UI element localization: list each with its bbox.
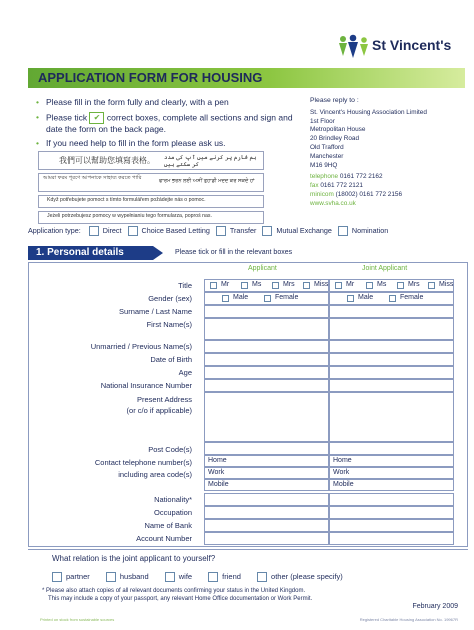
row-label: Nationality* [154,495,192,504]
row-label: (or c/o if applicable) [126,406,192,415]
applicant-mobile-phone-label: Mobile [208,481,229,488]
row-label: Contact telephone number(s) [94,458,192,467]
row-label: including area code(s) [118,470,192,479]
applicant-bank-input[interactable] [204,519,329,532]
row-label: National Insurance Number [100,381,192,390]
fax-label: fax [310,182,319,190]
other-label: other (please specify) [271,572,343,581]
applicant-nationality-input[interactable] [204,493,329,506]
joint-title-miss-label: Miss [439,281,454,288]
telephone-number: 0161 772 2162 [339,173,383,181]
people-logo-icon [338,34,372,62]
applicant-title-miss-label: Miss [314,281,329,288]
website-link[interactable]: www.svha.co.uk [310,199,356,207]
applicant-title-miss-checkbox[interactable] [303,282,310,289]
instruction-2-pre: Please tick [46,111,88,122]
applicant-column-header: Applicant [248,265,277,272]
joint-title-ms-checkbox[interactable] [366,282,373,289]
joint-gender-male-label: Male [358,294,374,301]
partner-label: partner [66,572,90,581]
joint-work-phone-label: Work [333,469,350,476]
personal-details-header [28,246,468,260]
application-type-row [28,226,468,240]
address-line: Metropolitan House [310,126,366,134]
joint-title-mrs-checkbox[interactable] [397,282,404,289]
applicant-title-ms-label: Ms [252,281,262,288]
joint-age-input[interactable] [329,366,454,379]
joint-occupation-input[interactable] [329,506,454,519]
wife-label: wife [178,572,193,581]
applicant-address-input[interactable] [204,392,329,442]
direct-label: Direct [102,226,122,235]
applicant-occupation-input[interactable] [204,506,329,519]
joint-mobile-phone-label: Mobile [333,481,354,488]
language-polish: Jeżeli potrzebujesz pomocy w wypełnianiu tego formularza, poproś nas. [47,213,212,219]
address-line: M16 9HQ [310,161,338,169]
relation-question: What relation is the joint applicant to yourself? [52,554,216,563]
application-type-label: Application type: [28,226,81,235]
tick-example-icon: ✔ [89,112,104,124]
fax-line [310,182,470,191]
telephone-line [310,173,470,182]
logo [338,30,468,70]
row-label: Surname / Last Name [119,307,192,316]
applicant-title-mr-checkbox[interactable] [210,282,217,289]
joint-unmarried-input[interactable] [329,340,454,353]
address-line: St. Vincent's Housing Association Limited [310,108,427,116]
transfer-checkbox[interactable] [216,226,226,236]
row-label: Date of Birth [150,355,192,364]
joint-first-input[interactable] [329,318,454,340]
joint-gender-female-label: Female [400,294,424,301]
joint-nationality-input[interactable] [329,493,454,506]
joint-title-mr-label: Mr [346,281,355,288]
instruction-3: • If you need help to fill in the form please ask us. [36,138,298,150]
form-date: February 2009 [412,603,458,610]
reply-heading: Please reply to : [310,97,359,104]
applicant-unmarried-input[interactable] [204,340,329,353]
instruction-2 [36,112,298,136]
husband-label: husband [119,572,149,581]
direct-checkbox[interactable] [89,226,99,236]
footnote-1: * Please also attach copies of all relevant documents confirming your status in the United Kingdom. [42,588,306,594]
language-box-2 [38,173,264,192]
address-line: Old Trafford [310,143,344,151]
section-note: Please tick or fill in the relevant boxes [175,249,293,256]
applicant-surname-input[interactable] [204,305,329,318]
minicom-number: (18002) 0161 772 2156 [335,190,403,198]
intro-instructions [36,97,298,153]
applicant-gender-female-label: Female [275,294,299,301]
section-title: 1. Personal details [28,246,153,260]
language-chinese: 我們可以幫助您填寫表格。 [59,156,155,165]
joint-bank-input[interactable] [329,519,454,532]
footnote-2: This may include a copy of your passport, any relevant Home Office documentation or Work Permit. [48,595,313,602]
row-label: Title [178,281,192,290]
joint-applicant-column-header: Joint Applicant [362,265,408,272]
applicant-title-mrs-label: Mrs [283,281,295,288]
instruction-1: • Please fill in the form fully and clearly, with a pen [36,97,298,109]
friend-label: friend [222,572,241,581]
wife-checkbox[interactable] [165,572,175,582]
applicant-gender-male-checkbox[interactable] [222,295,229,302]
row-label: Gender (sex) [148,294,192,303]
applicant-dob-input[interactable] [204,353,329,366]
fax-number: 0161 772 2121 [320,182,363,190]
row-label: Age [178,368,192,377]
applicant-account-input[interactable] [204,532,329,545]
logo-name: St Vincent's [372,37,452,53]
applicant-age-input[interactable] [204,366,329,379]
row-label: Unmarried / Previous Name(s) [90,342,192,351]
joint-gender-female-checkbox[interactable] [389,295,396,302]
footer-right: Registered Charitable Housing Association No. 19967R [359,617,458,622]
mutual-exchange-label: Mutual Exchange [276,226,332,235]
language-punjabi: ਫਾਰਮ ਭਰਨ ਲਈ ਅਸੀਂ ਤੁਹਾਡੀ ਮਦਦ ਕਰ ਸਕਦੇ ਹਾਂ [159,178,255,184]
friend-checkbox[interactable] [208,572,218,582]
relation-options [52,572,343,582]
joint-home-phone-label: Home [333,457,352,464]
reply-address [310,97,470,209]
address-line: 20 Brindley Road [310,135,360,143]
applicant-gender-male-label: Male [233,294,249,301]
applicant-title-ms-checkbox[interactable] [241,282,248,289]
husband-checkbox[interactable] [106,572,116,582]
footer-left: Printed on stock from sustainable sources [40,617,115,622]
joint-postcode-input[interactable] [329,442,454,455]
language-box-1 [38,151,264,170]
other-checkbox[interactable] [257,572,267,582]
row-label: Account Number [136,534,192,543]
language-bengali: আমরা ফরম পূরণে আপনাকে সাহায্য করতে পারি [43,175,142,181]
footnotes [42,588,412,603]
language-urdu: ہم فارم پر کرنے میں آپ کی مدد کر سکتے ہیں [164,155,257,168]
language-czech: Když potřebujete pomoct s tímto formulářem požádejte nás o pomoc. [47,197,206,203]
transfer-label: Transfer [229,226,257,235]
address-line: Manchester [310,152,344,160]
nomination-checkbox[interactable] [338,226,348,236]
choice-based-letting-checkbox[interactable] [128,226,138,236]
page-title: APPLICATION FORM FOR HOUSING [38,70,263,85]
partner-checkbox[interactable] [52,572,62,582]
joint-title-mr-checkbox[interactable] [335,282,342,289]
joint-title-mrs-label: Mrs [408,281,420,288]
row-label: Name of Bank [144,521,192,530]
joint-title-ms-label: Ms [377,281,387,288]
relation-section [28,549,468,586]
applicant-ni-input[interactable] [204,379,329,392]
applicant-work-phone-label: Work [208,469,225,476]
row-label: Present Address [136,395,192,404]
language-box-3 [38,195,264,208]
joint-dob-input[interactable] [329,353,454,366]
address-line: 1st Floor [310,117,335,125]
row-label: Post Code(s) [148,445,192,454]
minicom-label: minicom [310,190,334,198]
telephone-label: telephone [310,173,339,181]
joint-gender-male-checkbox[interactable] [347,295,354,302]
joint-address-input[interactable] [329,392,454,442]
instruction-2-post: correct boxes, complete all sections and sign and date the form on the back page. [46,111,293,134]
joint-ni-input[interactable] [329,379,454,392]
language-box-4 [38,211,264,224]
applicant-first-input[interactable] [204,318,329,340]
title-bar [28,68,465,88]
applicant-home-phone-label: Home [208,457,227,464]
choice-based-letting-label: Choice Based Letting [141,226,210,235]
language-help [38,151,264,227]
mutual-exchange-checkbox[interactable] [262,226,272,236]
row-label: Occupation [154,508,192,517]
applicant-gender-female-checkbox[interactable] [264,295,271,302]
joint-surname-input[interactable] [329,305,454,318]
row-label: First Name(s) [146,320,192,329]
joint-account-input[interactable] [329,532,454,545]
applicant-title-mr-label: Mr [221,281,230,288]
joint-title-miss-checkbox[interactable] [428,282,435,289]
minicom-line [310,191,470,200]
nomination-label: Nomination [351,226,389,235]
applicant-title-mrs-checkbox[interactable] [272,282,279,289]
applicant-postcode-input[interactable] [204,442,329,455]
